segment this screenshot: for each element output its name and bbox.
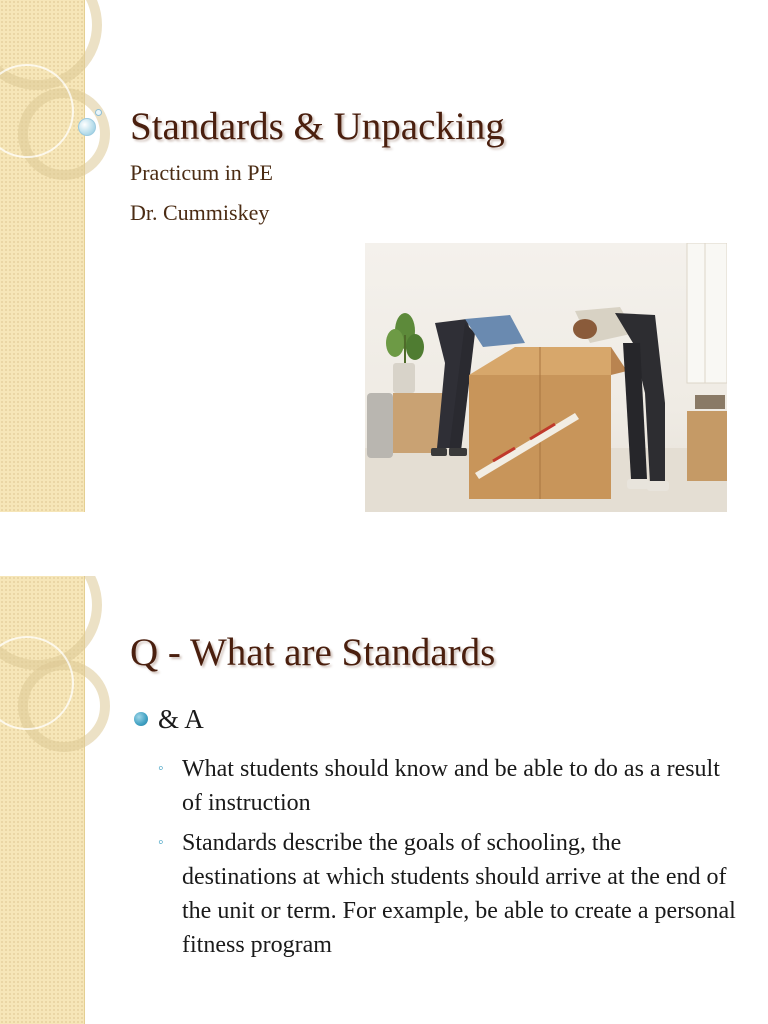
sub-bullet-text: Standards describe the goals of schooling, the destinations at which students should arrive at the end of the unit or term. For example, be able to create a personal fitness program — [182, 830, 736, 958]
bullet-dot-icon — [134, 712, 148, 726]
slide-separator — [0, 512, 768, 576]
sub-bullet-text: What students should know and be able to do as a result of instruction — [182, 756, 720, 816]
sub-bullet-list — [158, 752, 738, 968]
sub-bullet-circle-icon: ◦ — [158, 834, 164, 851]
decorative-bubble-icon — [95, 109, 102, 116]
slide-title: Standards & Unpacking — [130, 105, 505, 148]
bullet-text: & A — [158, 704, 204, 734]
decorative-sidebar — [0, 0, 85, 512]
decorative-bubble-icon — [78, 118, 96, 136]
slide-title: Q - What are Standards — [130, 631, 496, 674]
subtitle-author: Dr. Cummiskey — [130, 200, 270, 225]
subtitle-course: Practicum in PE — [130, 160, 273, 185]
photo-people-unpacking-box — [365, 243, 727, 512]
unpacking-photo-illustration — [365, 243, 727, 512]
decorative-sidebar — [0, 576, 85, 1024]
sub-bullet-circle-icon: ◦ — [158, 760, 164, 777]
sub-bullet-item — [158, 826, 738, 962]
sub-bullet-item — [158, 752, 738, 820]
